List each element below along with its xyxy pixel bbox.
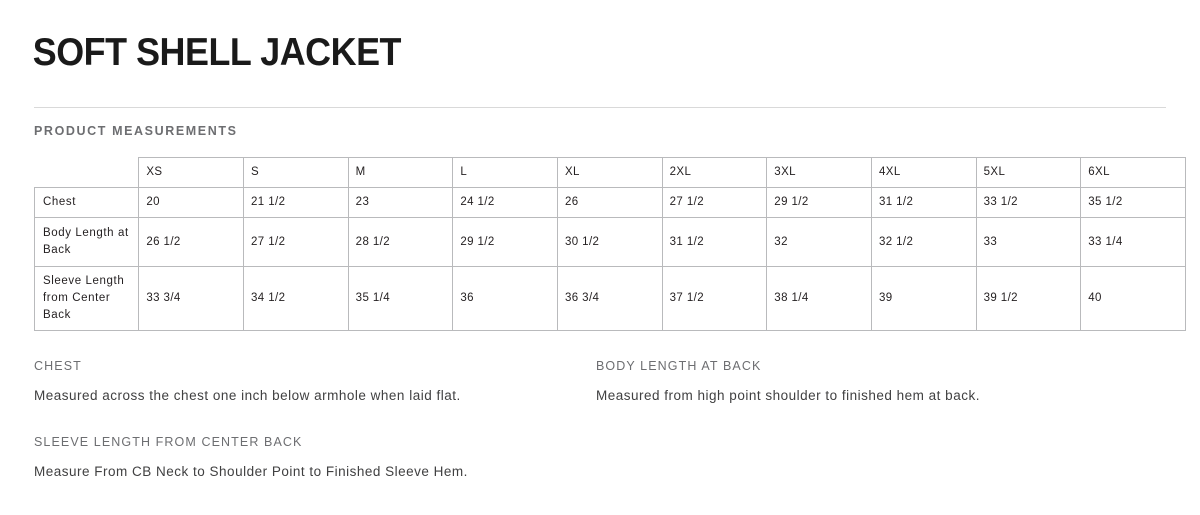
cell-body-length-5xl: 33: [976, 217, 1081, 266]
note-text-body-length-at-back: Measured from high point shoulder to finished hem at back.: [596, 387, 980, 403]
table-header-row: [35, 157, 1186, 187]
section-heading-product-measurements: PRODUCT MEASUREMENTS: [34, 123, 238, 138]
table-corner-cell: [35, 157, 139, 187]
title-divider: [34, 107, 1166, 108]
column-header-6xl: 6XL: [1081, 157, 1186, 187]
column-header-m: M: [348, 157, 453, 187]
cell-sleeve-length-l: 36: [453, 266, 558, 330]
cell-sleeve-length-6xl: 40: [1081, 266, 1186, 330]
cell-body-length-s: 27 1/2: [244, 217, 349, 266]
notes-grid-row-2: [34, 435, 1186, 481]
table-row: [35, 217, 1186, 266]
cell-chest-6xl: 35 1/2: [1081, 187, 1186, 217]
column-header-l: L: [453, 157, 558, 187]
note-text-sleeve-length-from-center-back: Measure From CB Neck to Shoulder Point to Finished Sleeve Hem.: [34, 464, 468, 480]
note-body-length-at-back: [596, 359, 1158, 405]
measurement-notes: [34, 359, 1186, 481]
cell-body-length-m: 28 1/2: [348, 217, 453, 266]
cell-chest-s: 21 1/2: [244, 187, 349, 217]
cell-body-length-l: 29 1/2: [453, 217, 558, 266]
table-row: [35, 266, 1186, 330]
cell-chest-5xl: 33 1/2: [976, 187, 1081, 217]
cell-body-length-xl: 30 1/2: [557, 217, 662, 266]
note-title-chest: CHEST: [34, 358, 82, 373]
row-header-sleeve-length-from-center-back: Sleeve Length from Center Back: [35, 266, 139, 330]
page-title: SOFT SHELL JACKET: [32, 31, 402, 74]
measurements-table-container: [34, 157, 1186, 331]
column-header-5xl: 5XL: [976, 157, 1081, 187]
cell-body-length-3xl: 32: [767, 217, 872, 266]
cell-sleeve-length-2xl: 37 1/2: [662, 266, 767, 330]
cell-sleeve-length-3xl: 38 1/4: [767, 266, 872, 330]
column-header-xl: XL: [557, 157, 662, 187]
cell-sleeve-length-xl: 36 3/4: [557, 266, 662, 330]
cell-chest-2xl: 27 1/2: [662, 187, 767, 217]
note-text-chest: Measured across the chest one inch below armhole when laid flat.: [34, 387, 461, 403]
note-sleeve-length-from-center-back: [34, 435, 596, 481]
cell-body-length-xs: 26 1/2: [139, 217, 244, 266]
cell-body-length-6xl: 33 1/4: [1081, 217, 1186, 266]
notes-grid-row-1: [34, 359, 1186, 405]
table-row: [35, 187, 1186, 217]
cell-chest-xs: 20: [139, 187, 244, 217]
cell-sleeve-length-s: 34 1/2: [244, 266, 349, 330]
cell-chest-4xl: 31 1/2: [871, 187, 976, 217]
cell-chest-l: 24 1/2: [453, 187, 558, 217]
note-chest: [34, 359, 596, 405]
row-header-chest: Chest: [35, 187, 139, 217]
cell-chest-3xl: 29 1/2: [767, 187, 872, 217]
cell-sleeve-length-m: 35 1/4: [348, 266, 453, 330]
column-header-xs: XS: [139, 157, 244, 187]
column-header-3xl: 3XL: [767, 157, 872, 187]
column-header-4xl: 4XL: [871, 157, 976, 187]
note-title-sleeve-length-from-center-back: SLEEVE LENGTH FROM CENTER BACK: [34, 435, 303, 450]
cell-sleeve-length-4xl: 39: [871, 266, 976, 330]
row-header-body-length-at-back: Body Length at Back: [35, 217, 139, 266]
cell-chest-xl: 26: [557, 187, 662, 217]
cell-body-length-4xl: 32 1/2: [871, 217, 976, 266]
column-header-s: S: [244, 157, 349, 187]
cell-body-length-2xl: 31 1/2: [662, 217, 767, 266]
cell-sleeve-length-xs: 33 3/4: [139, 266, 244, 330]
cell-sleeve-length-5xl: 39 1/2: [976, 266, 1081, 330]
measurements-table: [34, 157, 1186, 331]
column-header-2xl: 2XL: [662, 157, 767, 187]
note-title-body-length-at-back: BODY LENGTH AT BACK: [596, 358, 762, 373]
cell-chest-m: 23: [348, 187, 453, 217]
